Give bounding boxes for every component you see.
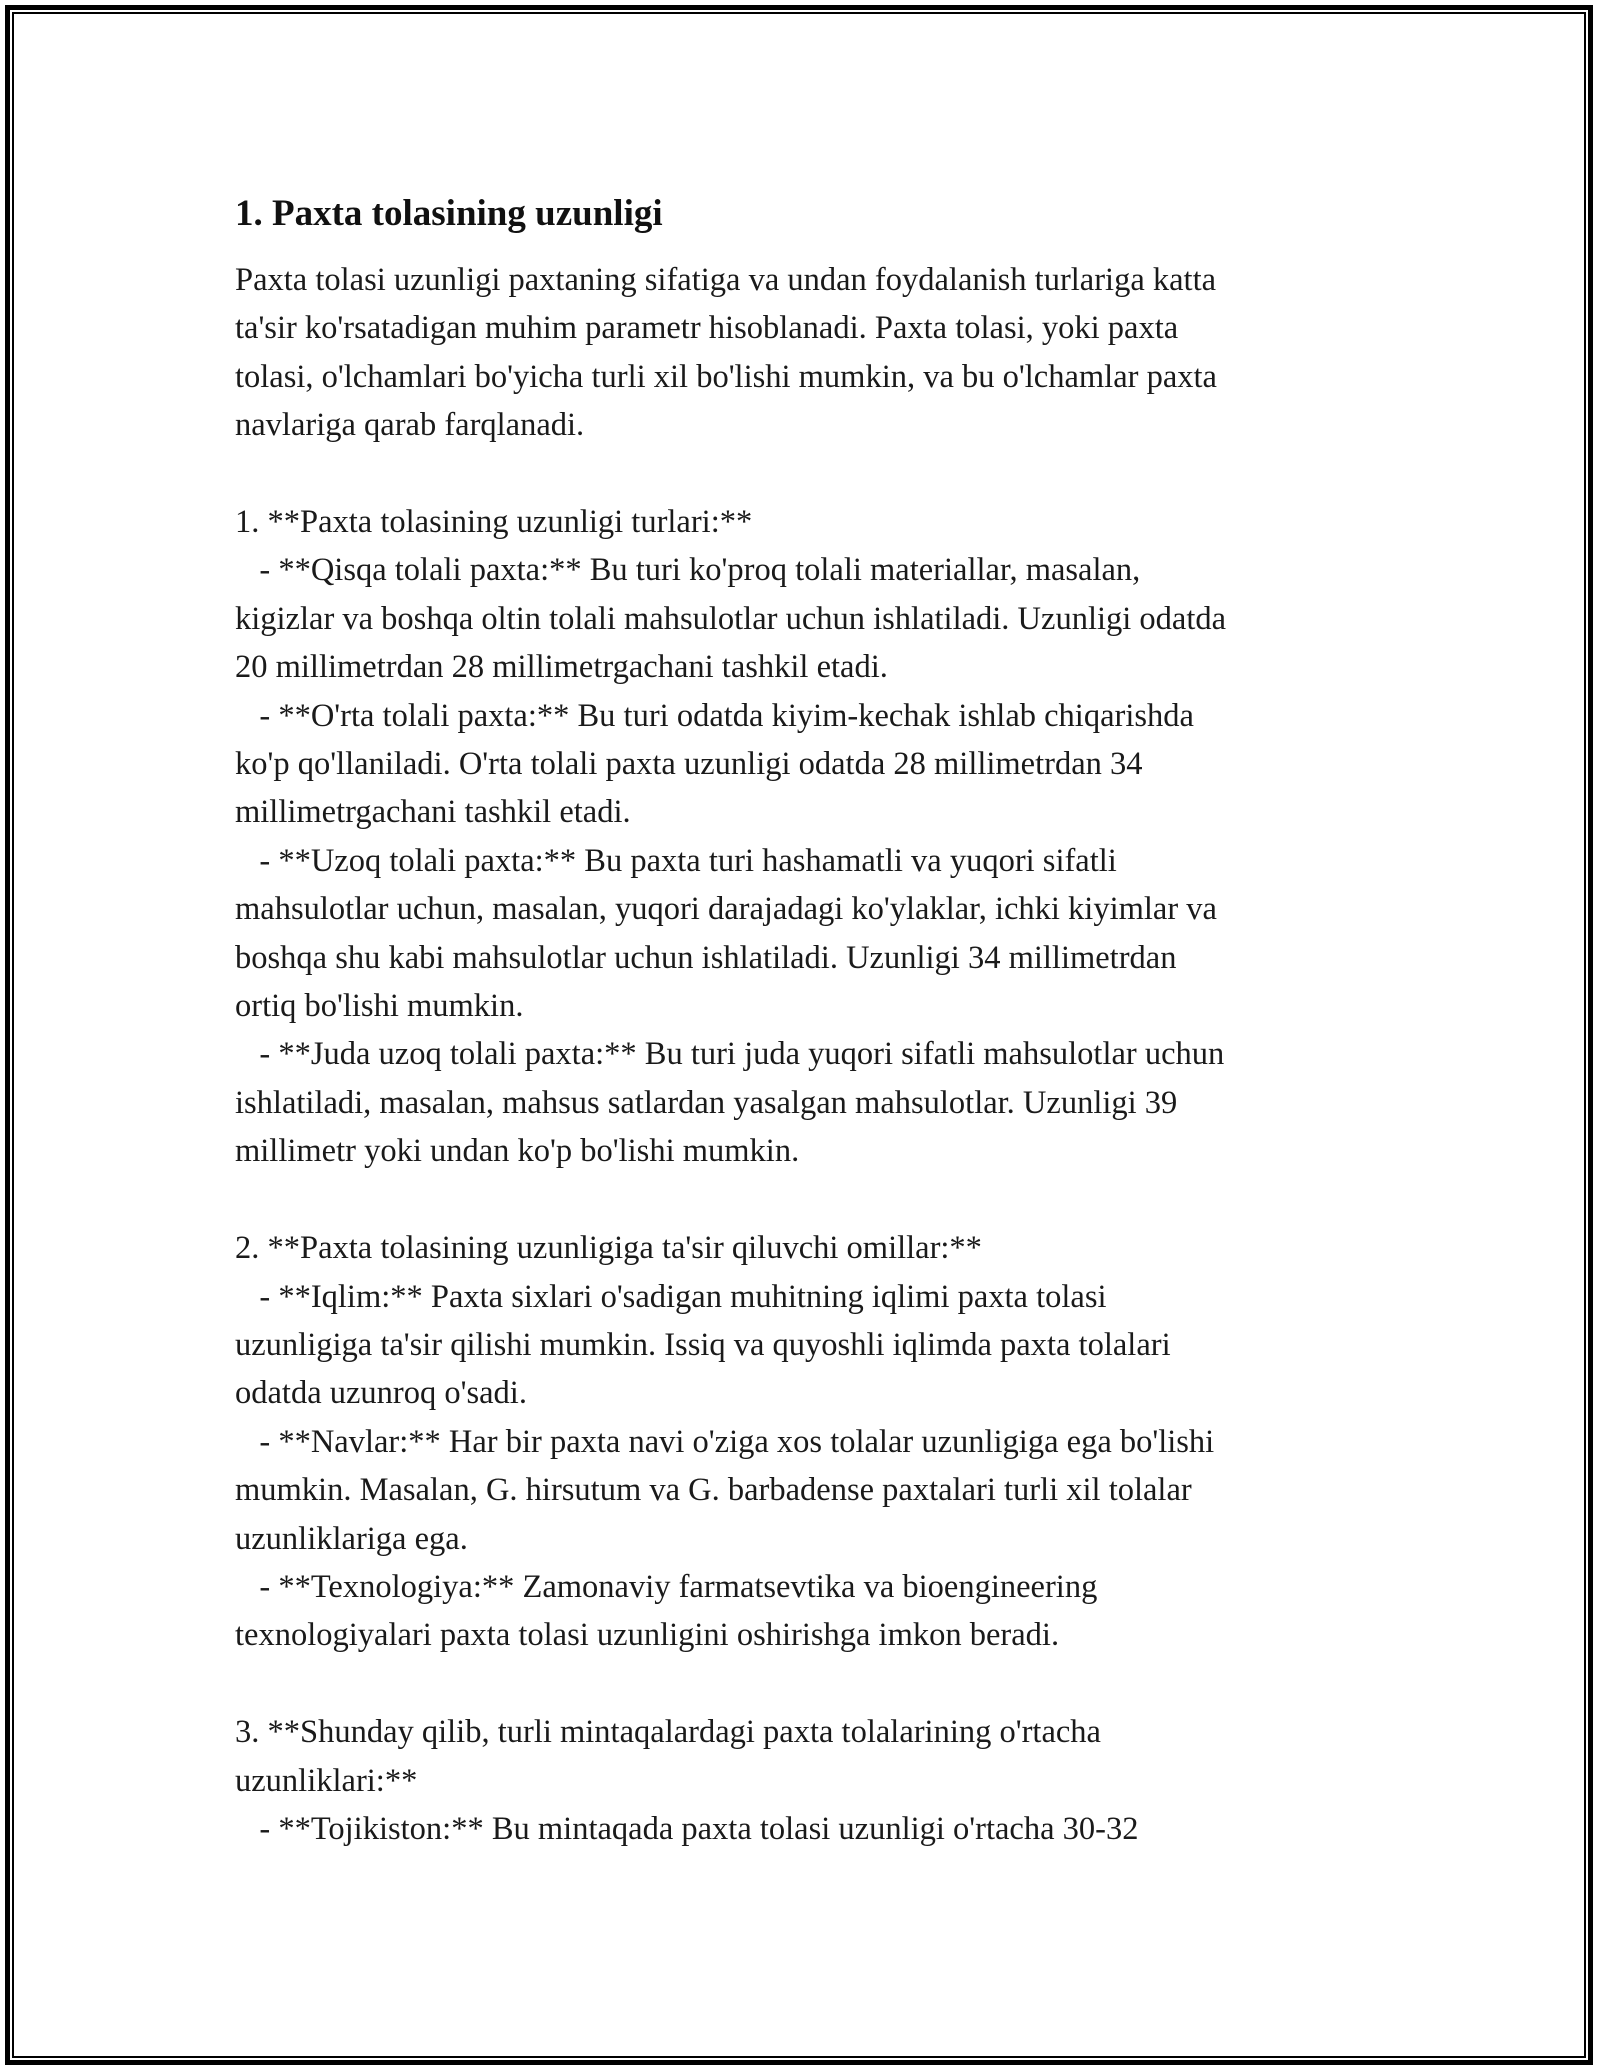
text-line: millimetr yoki undan ko'p bo'lishi mumkin.: [235, 1133, 800, 1170]
text-line: ko'p qo'llaniladi. O'rta tolali paxta uzunligi odatda 28 millimetrdan 34: [235, 746, 1143, 783]
text-line: boshqa shu kabi mahsulotlar uchun ishlatiladi. Uzunligi 34 millimetrdan: [235, 939, 1177, 976]
blank-line: [235, 1660, 1365, 1708]
text-line: 20 millimetrdan 28 millimetrgachani tashkil etadi.: [235, 649, 888, 686]
blank-line: [235, 450, 1365, 498]
text-line: 3. **Shunday qilib, turli mintaqalardagi paxta tolalarining o'rtacha: [235, 1714, 1101, 1751]
text-line: millimetrgachani tashkil etadi.: [235, 794, 631, 831]
text-line: texnologiyalari paxta tolasi uzunligini oshirishga imkon beradi.: [235, 1617, 1060, 1654]
document-title: 1. Paxta tolasining uzunligi: [235, 193, 663, 234]
text-line: odatda uzunroq o'sadi.: [235, 1375, 527, 1412]
text-line: ishlatiladi, masalan, mahsus satlardan yasalgan mahsulotlar. Uzunligi 39: [235, 1084, 1178, 1121]
text-line: kigizlar va boshqa oltin tolali mahsulotlar uchun ishlatiladi. Uzunligi odatda: [235, 600, 1227, 637]
text-line: ortiq bo'lishi mumkin.: [235, 988, 524, 1025]
document-body: [235, 256, 1365, 1853]
text-line: - **Texnologiya:** Zamonaviy farmatsevtika va bioengineering: [235, 1568, 1098, 1605]
text-line: - **Qisqa tolali paxta:** Bu turi ko'proq tolali materiallar, masalan,: [235, 552, 1141, 589]
text-line: - **Navlar:** Har bir paxta navi o'ziga xos tolalar uzunligiga ega bo'lishi: [235, 1423, 1215, 1460]
text-line: - **Tojikiston:** Bu mintaqada paxta tolasi uzunligi o'rtacha 30-32: [235, 1810, 1139, 1847]
text-line: tolasi, o'lchamlari bo'yicha turli xil bo'lishi mumkin, va bu o'lchamlar paxta: [235, 358, 1217, 395]
text-line: uzunliklariga ega.: [235, 1520, 468, 1557]
text-line: 1. **Paxta tolasining uzunligi turlari:**: [235, 504, 753, 541]
text-line: uzunliklari:**: [235, 1762, 418, 1799]
text-line: Paxta tolasi uzunligi paxtaning sifatiga va undan foydalanish turlariga katta: [235, 262, 1217, 298]
text-line: - **O'rta tolali paxta:** Bu turi odatda kiyim-kechak ishlab chiqarishda: [235, 697, 1194, 734]
text-line: - **Uzoq tolali paxta:** Bu paxta turi hashamatli va yuqori sifatli: [235, 842, 1117, 879]
blank-line: [235, 1176, 1365, 1224]
document-page: [235, 188, 1365, 1853]
text-line: mumkin. Masalan, G. hirsutum va G. barbadense paxtalari turli xil tolalar: [235, 1472, 1192, 1509]
text-line: ta'sir ko'rsatadigan muhim parametr hisoblanadi. Paxta tolasi, yoki paxta: [235, 310, 1179, 347]
text-line: - **Juda uzoq tolali paxta:** Bu turi juda yuqori sifatli mahsulotlar uchun: [235, 1036, 1225, 1073]
text-line: uzunligiga ta'sir qilishi mumkin. Issiq va quyoshli iqlimda paxta tolalari: [235, 1326, 1171, 1363]
text-line: navlariga qarab farqlanadi.: [235, 407, 585, 444]
text-line: 2. **Paxta tolasining uzunligiga ta'sir qiluvchi omillar:**: [235, 1230, 982, 1267]
text-line: mahsulotlar uchun, masalan, yuqori darajadagi ko'ylaklar, ichki kiyimlar va: [235, 891, 1217, 928]
text-line: - **Iqlim:** Paxta sixlari o'sadigan muhitning iqlimi paxta tolasi: [235, 1278, 1107, 1315]
